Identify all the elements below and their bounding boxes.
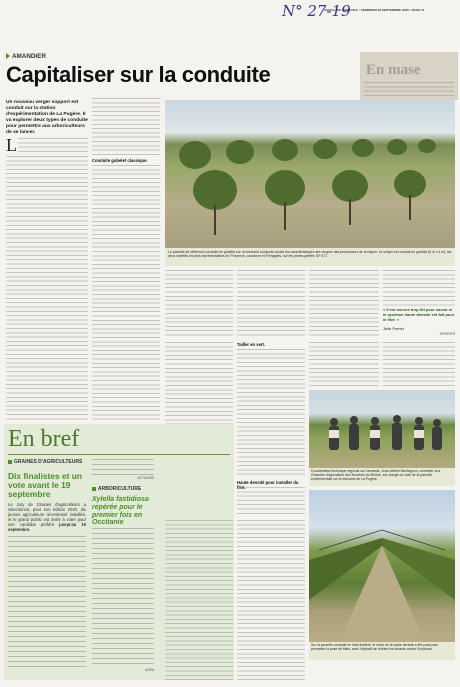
- en-bref-item1-title: Dix finalistes et un vote avant le 19 septembre: [8, 471, 82, 499]
- orchard-trees-svg: [165, 100, 455, 248]
- en-bref-item1-section: [8, 459, 82, 465]
- section-label: [6, 53, 46, 60]
- inset-ad-text: En mase: [366, 62, 421, 78]
- column-1-body: [18, 138, 88, 154]
- photo-top-caption: La parcelle de référence conduite en gobelet sur un bertrand comporte toutes les caractéristiques des vergers des producteurs de la région. Le verger est conduit en gobelet (6 m x 4 m), les deux variétés les plus représentatives en Provence, Lauranne et Ferragnès, sur les portes-greffes GF 677.: [168, 250, 452, 258]
- hedge-orchard-photo: [309, 490, 455, 642]
- item1-highlight: jusqu'au 19 septembre.: [8, 522, 86, 532]
- en-bref-item1-signoff: ACTUAGRI: [137, 476, 154, 480]
- photo-bottom-caption: Sur la parcelle conduite en haie fruitière, le choix de la haute densité a été posé pour permettre la pose de filets, avec l'objectif de réduire les intrants contre Eurytoma.: [311, 643, 439, 651]
- column-4-body: [237, 270, 305, 338]
- column-3-body-bottom-2: [237, 520, 305, 680]
- column-5-body: [309, 270, 379, 338]
- en-bref-item2-title: Xylella fastidiosa repérée pour le premier fois en Occitanie: [92, 496, 149, 527]
- en-bref-item1-text-col2: [92, 459, 154, 475]
- article-lede: Un nouveau verger support est conduit sur la station d'expérimentation de La Pugère. Il va explorer deux types de conduite pour permettre aux arboriculteurs de se lancer.: [6, 100, 88, 135]
- en-bref-item2-signoff: AGRA: [144, 668, 154, 672]
- orchard-photo-top: [165, 100, 455, 248]
- column-6-body: [383, 270, 455, 306]
- photo-top-caption-bar: [165, 248, 455, 266]
- item1-section-text: GRAINES D'AGRICULTEURS: [14, 459, 83, 465]
- people-silhouettes-svg: [309, 390, 455, 468]
- en-bref-item1-text: [8, 502, 86, 534]
- section-label-text: AMANDIER: [12, 53, 46, 60]
- en-bref-item1-text-more: [8, 536, 86, 668]
- people-photo: [309, 390, 455, 468]
- handwritten-page-number: N° 27-19: [282, 2, 351, 20]
- en-bref-title: En bref: [8, 426, 80, 452]
- article-title: Capitaliser sur la conduite: [6, 62, 271, 87]
- photo-bottom-caption-bar: [309, 642, 455, 660]
- publication-line: VAUCLUSE AGRICOLE • VENDREDI 18 SEPTEMBRE 2020 • PAGE 11: [324, 8, 425, 12]
- article-author: Julie Ferrier: [383, 326, 405, 331]
- column-2-body-top: [92, 98, 160, 156]
- en-bref-item2-text: [92, 528, 154, 666]
- column-1-body-continued: [6, 156, 88, 420]
- en-bref-rule: [8, 454, 230, 455]
- column-2-body: [92, 165, 160, 420]
- item2-square-icon: [92, 487, 96, 491]
- article-author-initials: JFERRIER: [439, 332, 455, 336]
- item1-text-start: Le Jury de Graines d'agriculteurs a sélectionné, pour son édition 2020, dix jeunes agriculteurs récemment installés, et le grand public est invité à voter pour son candidat préféré: [8, 502, 86, 527]
- hedge-rows-svg: [309, 490, 455, 642]
- column-4-body-lower: [237, 349, 305, 477]
- photo-middle-caption: Coordinateur technique régional sur l'amande, Jean-Michel Montagnon, conseiller à la Chambre d'agriculture des Bouches-du-Rhône, est chargé du suivi de la parcelle expérimentale sur le domaine de La Pugère.: [311, 469, 441, 481]
- pull-quote: « Il est encore trop tôt pour savoir si le système haute densité est fait pour le filet. »: [383, 307, 455, 322]
- en-bref-item2-section: [92, 486, 141, 492]
- section-triangle-icon: [6, 53, 10, 59]
- photo-middle-caption-bar: [309, 468, 455, 486]
- column-5-body-middle: [309, 342, 379, 386]
- column-3-body: [165, 270, 233, 338]
- item1-square-icon: [8, 460, 12, 464]
- subhead-haute-densite: Haute densité pour installer du filet.: [237, 480, 299, 490]
- item2-section-text: ARBORICULTURE: [98, 486, 142, 492]
- inset-ad-lines: [364, 82, 454, 96]
- subhead-taille: Tailler en vert.: [237, 342, 266, 347]
- subhead-conduite-gobelet: Conduite gobelet classique.: [92, 158, 148, 163]
- column-6-body-middle: [383, 342, 455, 386]
- drop-cap: L: [6, 135, 17, 155]
- column-4-body-bottom: [237, 487, 305, 517]
- inset-ad: [360, 52, 458, 100]
- column-2-body-bottom: [165, 520, 233, 680]
